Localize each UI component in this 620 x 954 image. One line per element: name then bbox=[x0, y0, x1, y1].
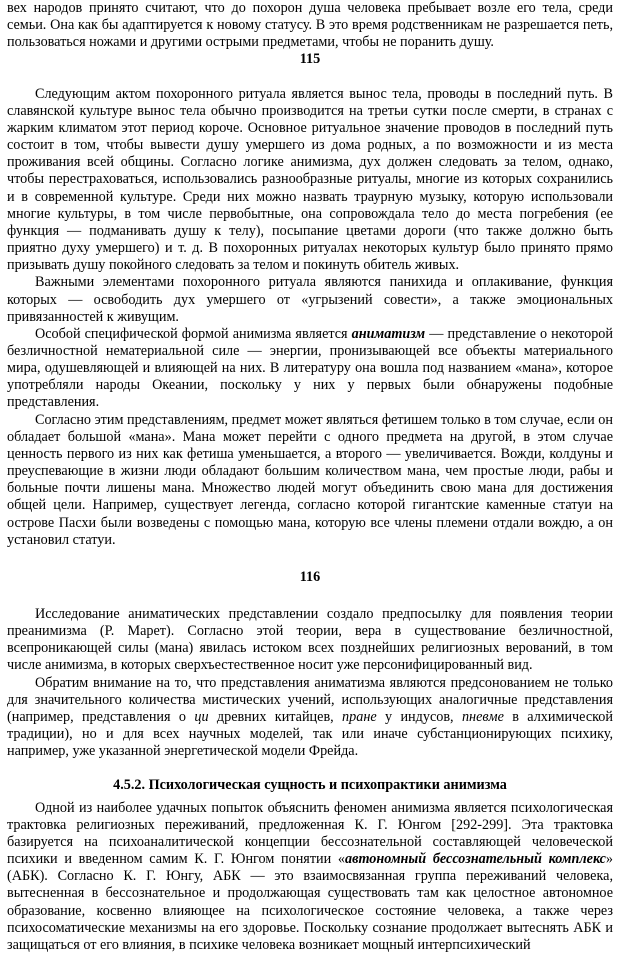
paragraph-mana: Согласно этим представлениям, предмет может являться фетишем только в том случае, если он обладает большой «мана». Мана может перейти с одного предмета на другой, в этом случае ценность первого из них как фетиша уменьшается, а второго — увеличивается. Вожди, колдуны и преуспевающие в жизни люди обладают большим количеством мана, чем простые люди, рабы и больные почти лишены мана. Множество людей могут объединить свою мана для достижения общей цели. Например, существует легенда, согласно которой гигантские каменные статуи на острове Пасхи были возведены с помощью мана, которую все члены племени отдали вождю, а он установил статуи. bbox=[7, 411, 613, 548]
attention-text-c: у индусов, bbox=[376, 708, 462, 725]
animatism-text-before: Особой специфической формой анимизма является bbox=[35, 325, 352, 342]
attention-text-d: в алхимической традиции), но и для всех научных моделей, так или иначе субстанционирующих психику, например, уже указанной энергетической модели Фрейда. bbox=[7, 708, 613, 760]
paragraph-preanimism: Исследование аниматических представлении создало предпосылку для появления теории преанимизма (Р. Марет). Согласно этой теории, вера в существование безличностной, всепроникающей силы (мана) явилась истоком всех позднейших религиозных верований, в том числе анимизма, в которых сверхъестественное носит уже персонифицированный вид. bbox=[7, 606, 613, 674]
attention-text-b: древних китайцев, bbox=[208, 708, 343, 725]
jung-text-after: » (АБК). Согласно К. Г. Юнгу, АБК — это взаимосвязанная группа переживаний человека, вытесненная в бессознательное и продолжающая существовать там как целостное автономное образование, косвенно влияющее на психологическое состояние человека, а также через психосоматические механизмы на его здоровье. Поскольку сознание продолжает вытеснять АБК и защищаться от его влияния, в психике человека возникает мощный интерпсихический bbox=[7, 851, 614, 953]
top-paragraph: вех народов принято считают, что до похорон душа человека пребывает возле его тела, среди семьи. Она как бы адаптируется к новому статусу. В это время родственникам не разрешается петь, пользоваться ножами и другими острыми предметами, чтобы не поранить душу. bbox=[7, 0, 613, 51]
page-number-115: 115 bbox=[299, 51, 321, 68]
term-animatism: аниматизм bbox=[351, 325, 426, 342]
paragraph-requiem: Важными элементами похоронного ритуала являются панихида и оплакивание, функция которых — освободить дух умершего от «угрызений совести», а также эмоциональных привязанностей к живущим. bbox=[7, 274, 613, 325]
jung-text-before: Одной из наиболее удачных попыток объяснить феномен анимизма является психологическая трактовка религиозных переживаний, предложенная К. Г. Юнгом [292-299]. Эта трактовка базируется на психоаналитической концепции бессознательной составляющей человеческой психики и введенном самим К. Г. Юнгом понятии « bbox=[7, 799, 613, 868]
page-number-116: 116 bbox=[299, 568, 321, 585]
paragraph-funeral-procession: Следующим актом похоронного ритуала является вынос тела, проводы в последний путь. В славянской культуре вынос тела обычно производится на третьи сутки после смерти, в странах с жарким климатом этот период короче. Основное ритуальное значение проводов в последний путь состоит в том, чтобы вывести душу умершего из дома родных, а по возможности и из места проживания всей общины. Согласно логике анимизма, дух должен следовать за телом, однако, чтобы перестраховаться, использовались разнообразные ритуалы, многие из которых сохранились и в современной культуре. Среди них можно назвать траурную музыку, которую использовали многие культуры, в том числе первобытные, она сопровождала тело до места погребения (ее функция — подманивать душу к телу), посыпание цветами дороги (что также должно быть приятно духу умершего) и т. д. В похоронных ритуалах некоторых культур было принято прямо призывать душу покойного следовать за телом и покинуть обитель живых. bbox=[7, 85, 613, 274]
term-pneuma: пневме bbox=[461, 708, 504, 725]
attention-text-a: Обратим внимание на то, что представления аниматизма являются предсонованием не только для значительного количества мистических учений, использующих аналогичные представления (например, представления о bbox=[7, 674, 613, 725]
paragraph-attention bbox=[7, 675, 613, 761]
term-autonomous-complex: автономный бессознательный комплекс bbox=[345, 851, 606, 868]
term-qi: ци bbox=[194, 708, 209, 725]
paragraph-animatism bbox=[7, 326, 613, 412]
animatism-text-after: — представление о некоторой безличностной нематериальной силе — энергии, пронизывающей все объекты материального мира, одушевляющей и влияющей на них. В литературу она вошла под названием «мана», которое употребляли народы Океании, поскольку у них у первых были обнаружены подобные представления. bbox=[7, 325, 613, 411]
section-heading: 4.5.2. Психологическая сущность и психопрактики анимизма bbox=[113, 777, 507, 794]
term-prana: пране bbox=[342, 708, 377, 725]
paragraph-jung bbox=[7, 800, 613, 954]
